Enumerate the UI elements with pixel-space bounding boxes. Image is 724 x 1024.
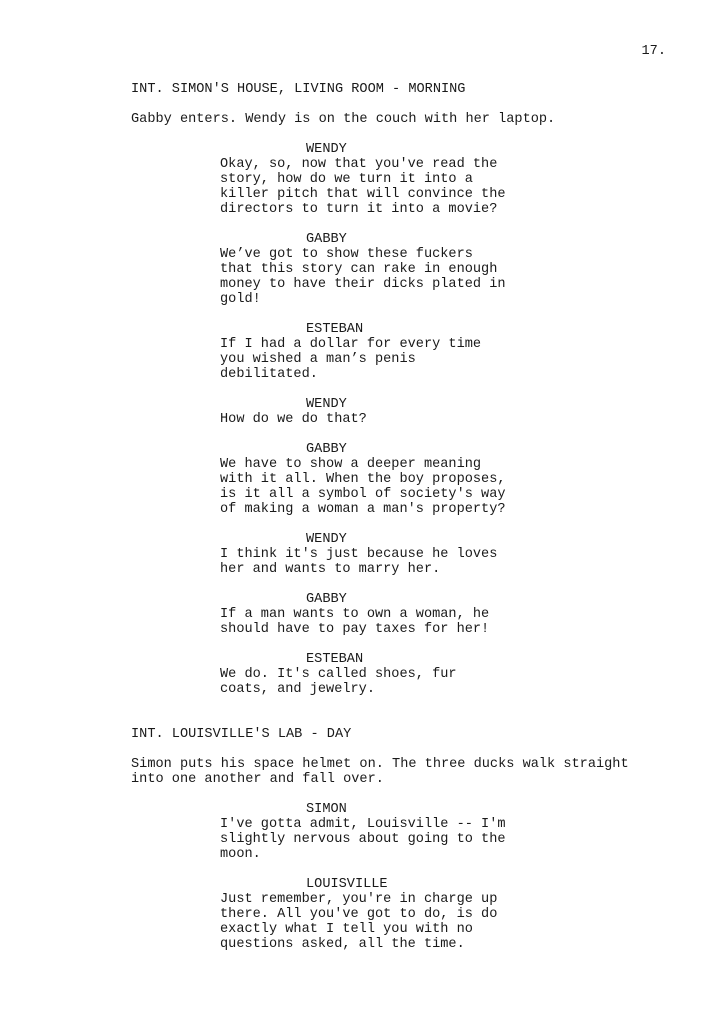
dialogue-text: Just remember, you're in charge up there. All you've got to do, is do exactly what I tell you with no questions asked, all the time. xyxy=(220,892,498,952)
character-name: GABBY xyxy=(306,592,347,607)
dialogue-text: I've gotta admit, Louisville -- I'm slightly nervous about going to the moon. xyxy=(220,817,506,862)
dialogue-text: We do. It's called shoes, fur coats, and jewelry. xyxy=(220,667,457,697)
character-name: GABBY xyxy=(306,442,347,457)
character-name: ESTEBAN xyxy=(306,322,364,337)
character-name: WENDY xyxy=(306,397,347,412)
action-line: Gabby enters. Wendy is on the couch with her laptop. xyxy=(131,112,556,127)
scene-heading: INT. LOUISVILLE'S LAB - DAY xyxy=(131,727,352,742)
dialogue-block xyxy=(131,877,691,952)
dialogue-block xyxy=(131,322,691,382)
dialogue-text: We have to show a deeper meaning with it all. When the boy proposes, is it all a symbol of society's way of making a woman a man's property? xyxy=(220,457,506,517)
scene-heading: INT. SIMON'S HOUSE, LIVING ROOM - MORNING xyxy=(131,82,466,97)
dialogue-block xyxy=(131,232,691,307)
dialogue-text: How do we do that? xyxy=(220,412,367,427)
dialogue-block xyxy=(131,397,691,427)
page-number: 17. xyxy=(641,44,666,59)
character-name: WENDY xyxy=(306,142,347,157)
dialogue-block xyxy=(131,802,691,862)
dialogue-text: I think it's just because he loves her and wants to marry her. xyxy=(220,547,498,577)
character-name: ESTEBAN xyxy=(306,652,364,667)
screenplay-body xyxy=(131,82,691,952)
dialogue-block xyxy=(131,652,691,697)
dialogue-text: If a man wants to own a woman, he should have to pay taxes for her! xyxy=(220,607,490,637)
dialogue-block xyxy=(131,442,691,517)
character-name: SIMON xyxy=(306,802,347,817)
dialogue-text: If I had a dollar for every time you wished a man’s penis debilitated. xyxy=(220,337,482,382)
dialogue-block xyxy=(131,592,691,637)
character-name: GABBY xyxy=(306,232,347,247)
character-name: WENDY xyxy=(306,532,347,547)
dialogue-block xyxy=(131,532,691,577)
character-name: LOUISVILLE xyxy=(306,877,388,892)
action-line: Simon puts his space helmet on. The three ducks walk straight into one another and fall over. xyxy=(131,757,629,787)
dialogue-text: We’ve got to show these fuckers that this story can rake in enough money to have their dicks plated in gold! xyxy=(220,247,506,307)
dialogue-block xyxy=(131,142,691,217)
dialogue-text: Okay, so, now that you've read the story, how do we turn it into a killer pitch that will convince the directors to turn it into a movie? xyxy=(220,157,506,217)
